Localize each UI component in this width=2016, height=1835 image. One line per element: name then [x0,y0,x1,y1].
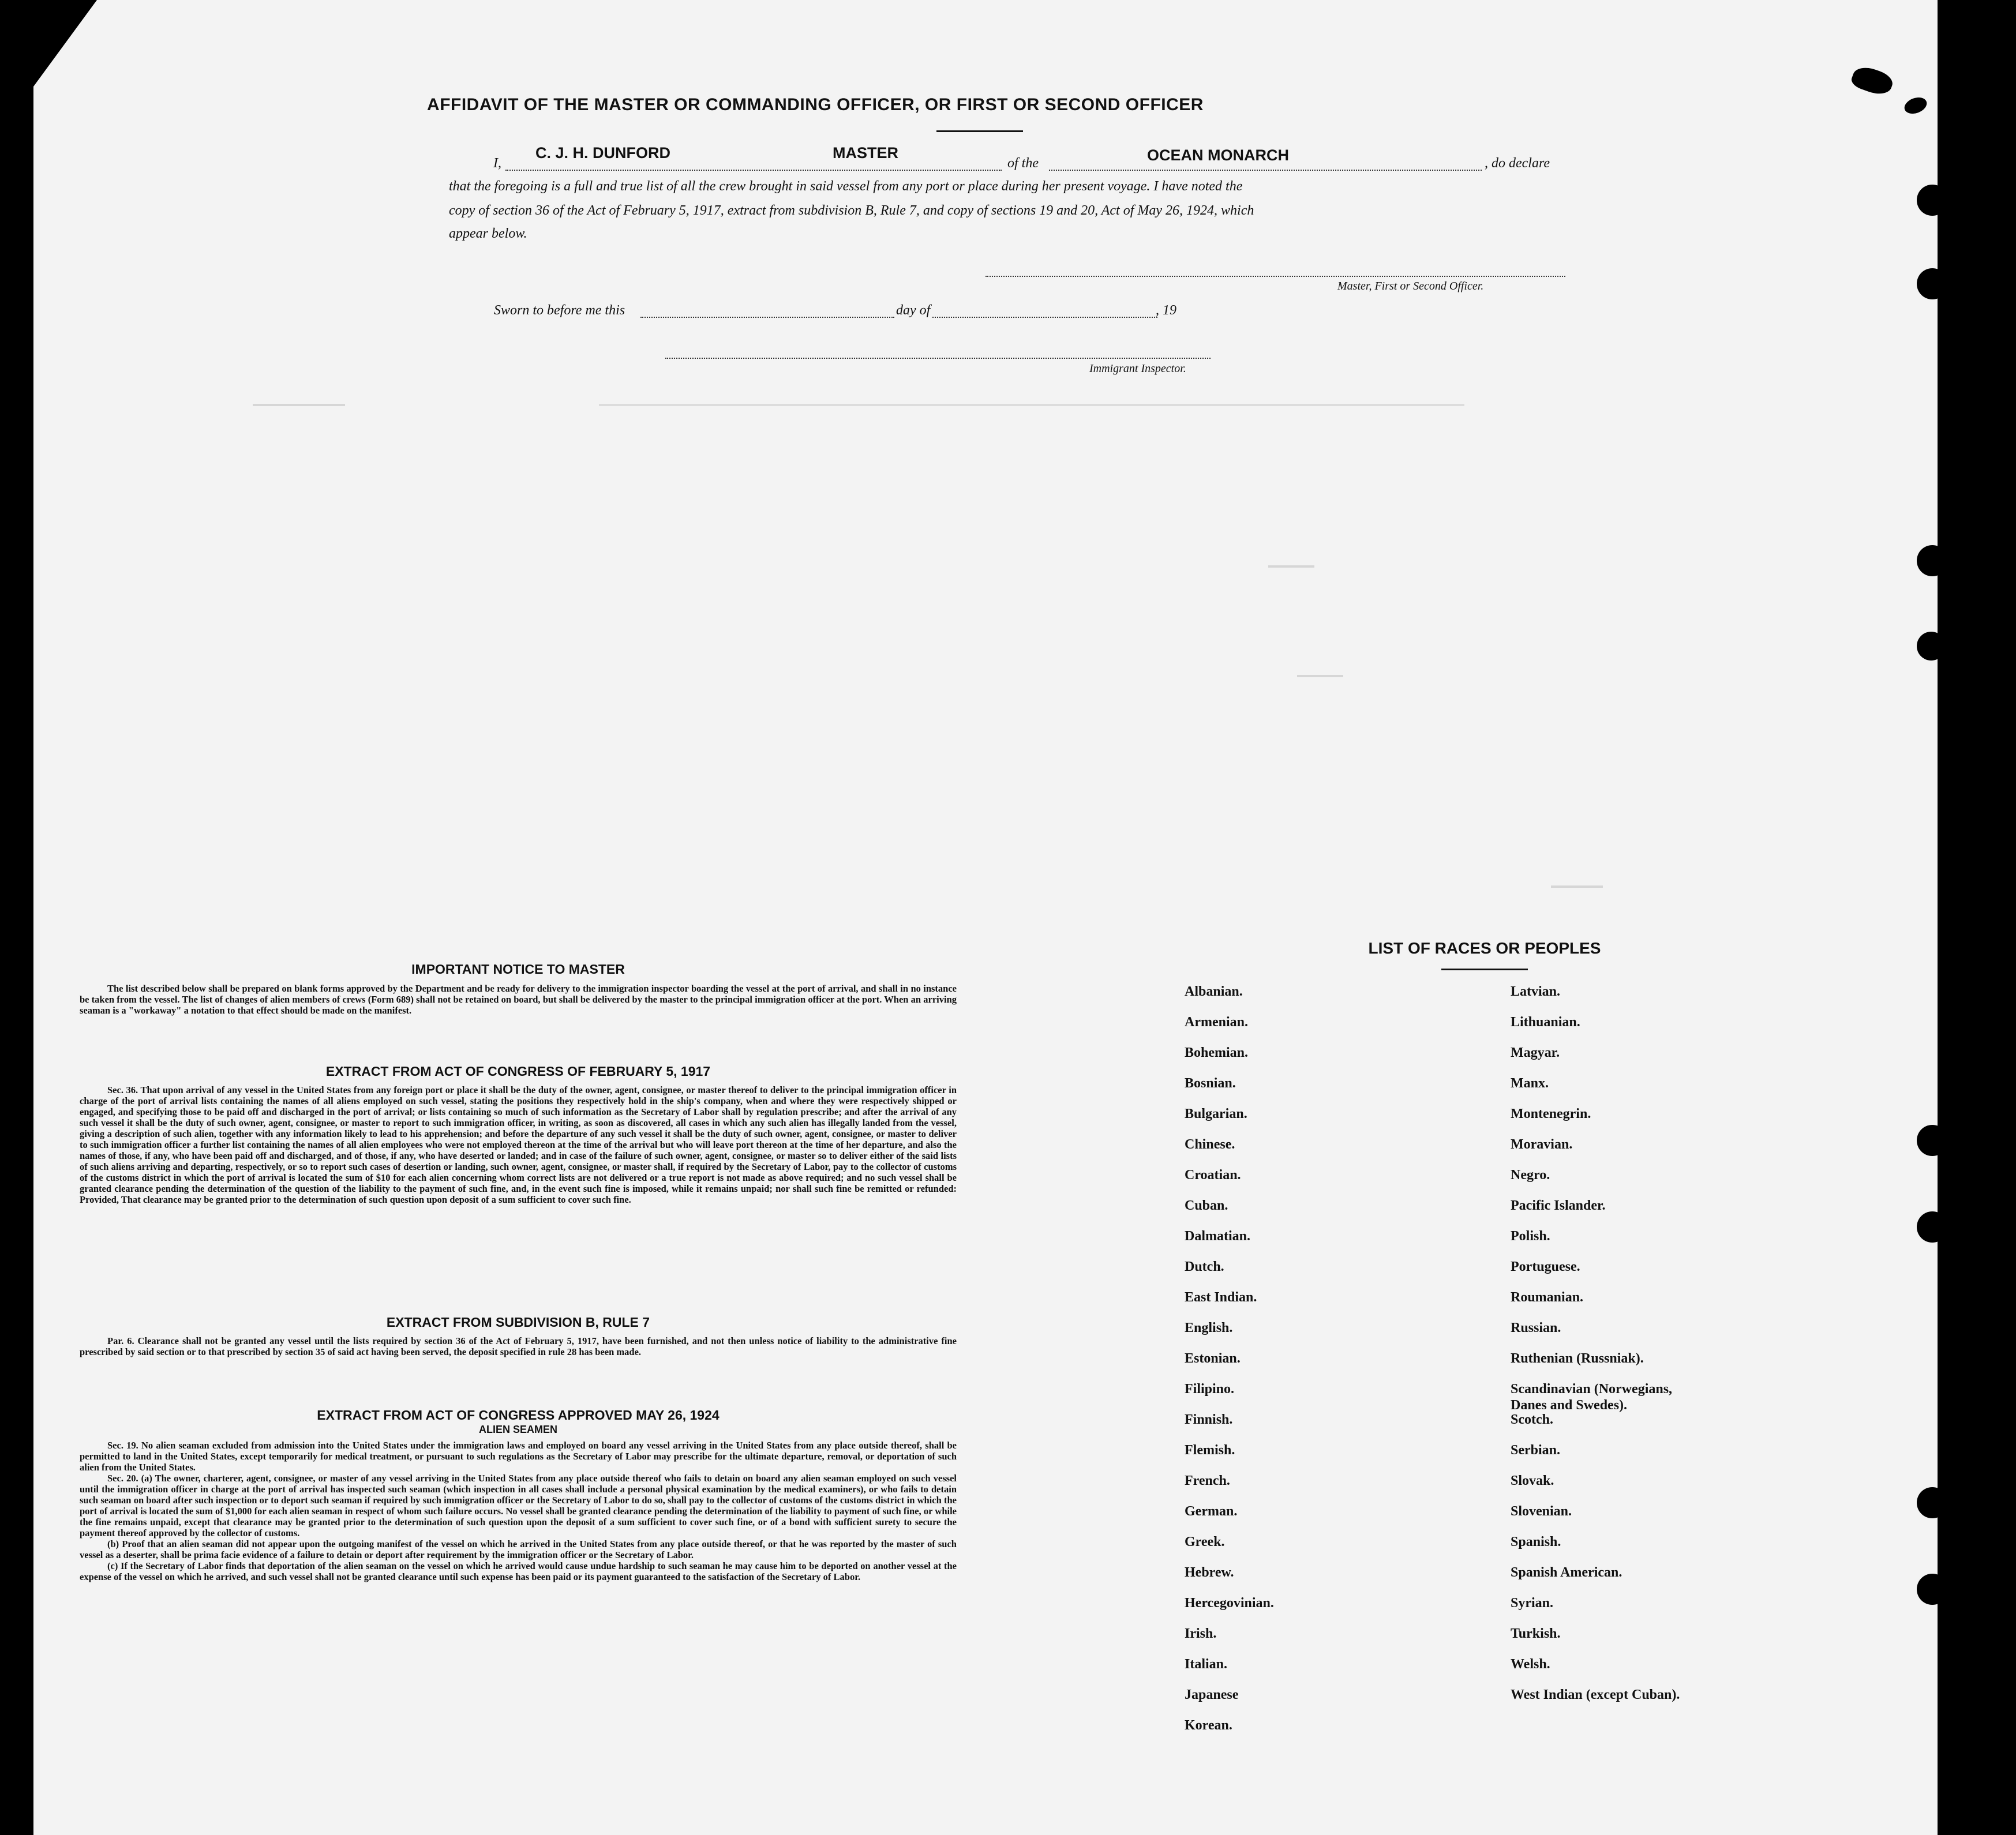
race-item: West Indian (except Cuban). [1511,1687,1680,1702]
title-underline [936,130,1023,132]
race-item: Hebrew. [1185,1565,1234,1580]
race-item: Italian. [1185,1657,1228,1672]
race-item: Dutch. [1185,1259,1224,1274]
alien-seamen-subtitle: ALIEN SEAMEN [478,1424,557,1435]
race-item: Greek. [1185,1534,1225,1549]
notice-title: IMPORTANT NOTICE TO MASTER [411,962,625,977]
binder-hole [1917,1211,1948,1243]
vessel-name-field: OCEAN MONARCH [1147,147,1289,164]
race-item: Portuguese. [1511,1259,1580,1274]
race-item: Ruthenian (Russniak). [1511,1351,1644,1366]
affidavit-line-2: that the foregoing is a full and true list of all the crew brought in said vessel from any port or place during her present voyage. I have noted the [449,179,1243,194]
affidavit-title: AFFIDAVIT OF THE MASTER OR COMMANDING OFFICER, OR FIRST OR SECOND OFFICER [427,95,1204,114]
race-item: Welsh. [1511,1657,1550,1672]
race-item: Dalmatian. [1185,1229,1250,1244]
binder-hole [1917,268,1948,299]
race-item: German. [1185,1504,1238,1519]
affidavit-line-3: copy of section 36 of the Act of February 5, 1917, extract from subdivision B, Rule 7, and copy of sections 19 and 20, Act of May 26, 1924, which [449,203,1254,218]
notice-body [80,983,957,1016]
race-item: Chinese. [1185,1137,1235,1152]
binder-hole [1917,632,1946,661]
race-item: Korean. [1185,1718,1232,1733]
sec-20c-text: (c) If the Secretary of Labor finds that deportation of the alien seaman on the vessel on which he arrived would cause undue hardship to such seaman he may cause him to be deported on another vessel at the expense of the vessel on which he arrived, and such vessel shall not be granted clearance until such expense has been paid or its payment guaranteed to the satisfaction of the Secretary of Labor. [80,1560,957,1582]
race-item: Bohemian. [1185,1045,1249,1060]
race-item: Serbian. [1511,1443,1561,1458]
sec-19-text: Sec. 19. No alien seaman excluded from admission into the United States under the immigration laws and employed on board any vessel arriving in the United States from any place outside thereof, shall be permitted to land in the United States, except temporarily for medical treatment, or pursuant to such regulations as the Secretary of Labor may prescribe for the ultimate departure, removal, or deportation of such alien from the United States. [80,1440,957,1473]
sworn-line [33,303,1938,326]
signature-line [985,276,1565,277]
document-page [33,0,1938,1835]
signature-caption: Master, First or Second Officer. [1337,280,1484,292]
extract-1924-title: EXTRACT FROM ACT OF CONGRESS APPROVED MAY 26, 1924 [317,1408,720,1423]
race-item: Croatian. [1185,1168,1241,1183]
race-item: Magyar. [1511,1045,1560,1060]
race-item: English. [1185,1320,1233,1335]
race-item: Filipino. [1185,1382,1235,1397]
races-right-column [1511,984,1680,1717]
notice-text: The list described below shall be prepared on blank forms approved by the Department and be ready for delivery to the immigration inspector boarding the vessel at the port of arrival, and shall in no instance be taken from the vessel. The list of changes of alien members of crews (Form 689) shall not be retained on board, but shall be delivered by the master to the principal immigration officer at the port. When an arriving seaman is a "workaway" a notation to that effect should be made on the manifest. [80,983,957,1016]
do-declare-label: , do declare [1485,156,1550,171]
affidavit-line-1 [33,144,1938,173]
race-item: Finnish. [1185,1412,1233,1427]
year-label: , 19 [1156,303,1176,318]
affidavit-line-4: appear below. [449,226,527,241]
extract-1917-body [80,1085,957,1205]
race-item: Armenian. [1185,1015,1248,1030]
race-item: Bosnian. [1185,1076,1236,1091]
inspector-line [665,358,1211,359]
day-of-label: day of [896,303,931,318]
race-item: Spanish. [1511,1534,1561,1549]
race-item: Syrian. [1511,1596,1554,1611]
race-item: Manx. [1511,1076,1549,1091]
race-item: Estonian. [1185,1351,1241,1366]
race-item: Scotch. [1511,1412,1553,1427]
race-item: Lithuanian. [1511,1015,1580,1030]
folded-corner [33,0,97,87]
race-item: Slovak. [1511,1473,1554,1488]
sec-20b-text: (b) Proof that an alien seaman did not appear upon the outgoing manifest of the vessel on which he arrived in the United States from any place outside thereof, or that he was reported by the master of such vessel as a deserter, shall be prima facie evidence of a failure to detain or deport after requirement by the immigration officer or the Secretary of Labor. [80,1538,957,1560]
master-name-field: C. J. H. DUNFORD [535,144,671,162]
race-item: East Indian. [1185,1290,1257,1305]
binder-hole [1917,185,1948,216]
rank-field: MASTER [833,144,898,162]
race-item: Negro. [1511,1168,1550,1183]
race-item: Hercegovinian. [1185,1596,1274,1611]
race-item: Roumanian. [1511,1290,1584,1305]
race-item: Moravian. [1511,1137,1573,1152]
race-item: Slovenian. [1511,1504,1572,1519]
race-item: Latvian. [1511,984,1561,999]
sec-36-text: Sec. 36. That upon arrival of any vessel in the United States from any foreign port or place it shall be the duty of the owner, agent, consignee, or master thereof to deliver to the principal immigration officer in charge of the port of arrival lists containing the names of all aliens employed on such vessel, stating the positions they respectively hold in the ship's company, when and where they were respectively shipped or engaged, and specifying those to be paid off and discharged in the port of arrival; or lists containing so much of such information as the Secretary of Labor shall by regulation prescribe; and after the arrival of any such vessel it shall be the duty of such owner, agent, consignee, or master to report to such immigration officer, in writing, as soon as discovered, all cases in which any such alien has illegally landed from the vessel, giving a description of such alien, together with any information likely to lead to his apprehension; and before the departure of any such vessel it shall be the duty of such owner, agent, consignee, or master to deliver to such immigration officer a further list containing the names of all alien employees who were not employed thereon at the time of the arrival but who will leave port thereon at the time of her departure, and also the names of those, if any, who have been paid off and discharged, and of those, if any, who have deserted or landed; and in case of the failure of such owner, agent, consignee, or master so to deliver either of the said lists of such aliens arriving and departing, respectively, or so to report such cases of desertion or landing, such owner, agent, consignee, or master shall, if required by the Secretary of Labor, pay to the collector of customs of the customs district in which the port of arrival is located the sum of $10 for each alien concerning whom correct lists are not delivered or a true report is not made as above required; and no such vessel shall be granted clearance pending the determination of the question of the liability to the payment of such fine, and, in the event such fine is imposed, while it remains unpaid; nor shall such fine be remitted or refunded: Provided, That clearance may be granted prior to the determination of such question upon deposit of a sum sufficient to cover such fine. [80,1085,957,1205]
binder-hole [1917,1125,1948,1156]
of-the-label: of the [1007,156,1039,171]
inspector-caption: Immigrant Inspector. [1089,362,1186,375]
extract-rule7-body [80,1335,957,1357]
races-left-column [1185,984,1274,1748]
race-item: Japanese [1185,1687,1239,1702]
race-item: Flemish. [1185,1443,1235,1458]
binder-hole [1917,1487,1948,1518]
extract-rule7-title: EXTRACT FROM SUBDIVISION B, RULE 7 [386,1315,650,1330]
race-item: Pacific Islander. [1511,1198,1606,1213]
sworn-label: Sworn to before me this [494,303,625,318]
sec-20a-text: Sec. 20. (a) The owner, charterer, agent, consignee, or master of any vessel arriving in the United States from any place outside thereof who fails to detain on board any alien seaman employed on such vessel until the immigration officer in charge at the port of arrival has inspected such seaman (which inspection in all cases shall include a personal physical examination by the medical examiners), or who fails to detain such seaman on board after such inspection or to deport such seaman if required by such immigration officer or the Secretary of Labor to do so, shall pay to the collector of customs of the customs district in which the port of arrival is located the sum of $1,000 for each alien seaman in respect of whom such failure occurs. No vessel shall be granted clearance pending the determination of the liability to payment of such fine, or while the fine remains unpaid, except that clearance may be granted prior to the determination of such question upon the deposit of a sum sufficient to cover such fine, or of a bond with sufficient surety to secure the payment thereof approved by the collector of customs. [80,1473,957,1538]
binder-hole [1917,1574,1948,1605]
race-item: Polish. [1511,1229,1550,1244]
races-title-underline [1441,969,1528,970]
race-item: Cuban. [1185,1198,1228,1213]
race-item: Irish. [1185,1626,1217,1641]
binder-hole [1917,545,1948,576]
race-item: Bulgarian. [1185,1106,1247,1121]
race-item: French. [1185,1473,1230,1488]
i-prefix: I, [493,156,501,171]
par-6-text: Par. 6. Clearance shall not be granted any vessel until the lists required by section 36 of the Act of February 5, 1917, have been furnished, and not then unless notice of liability to the administrative fine prescribed by said section or to that prescribed by section 35 of said act having been served, the deposit specified in rule 28 has been made. [80,1335,957,1357]
race-item: Turkish. [1511,1626,1561,1641]
race-item: Montenegrin. [1511,1106,1591,1121]
race-item: Albanian. [1185,984,1243,999]
race-item: Scandinavian (Norwegians, Danes and Swedes). [1511,1382,1673,1413]
race-item: Spanish American. [1511,1565,1622,1580]
extract-1924-body [80,1440,957,1582]
extract-1917-title: EXTRACT FROM ACT OF CONGRESS OF FEBRUARY 5, 1917 [325,1064,711,1079]
races-title: LIST OF RACES OR PEOPLES [1368,939,1601,957]
race-item: Russian. [1511,1320,1561,1335]
